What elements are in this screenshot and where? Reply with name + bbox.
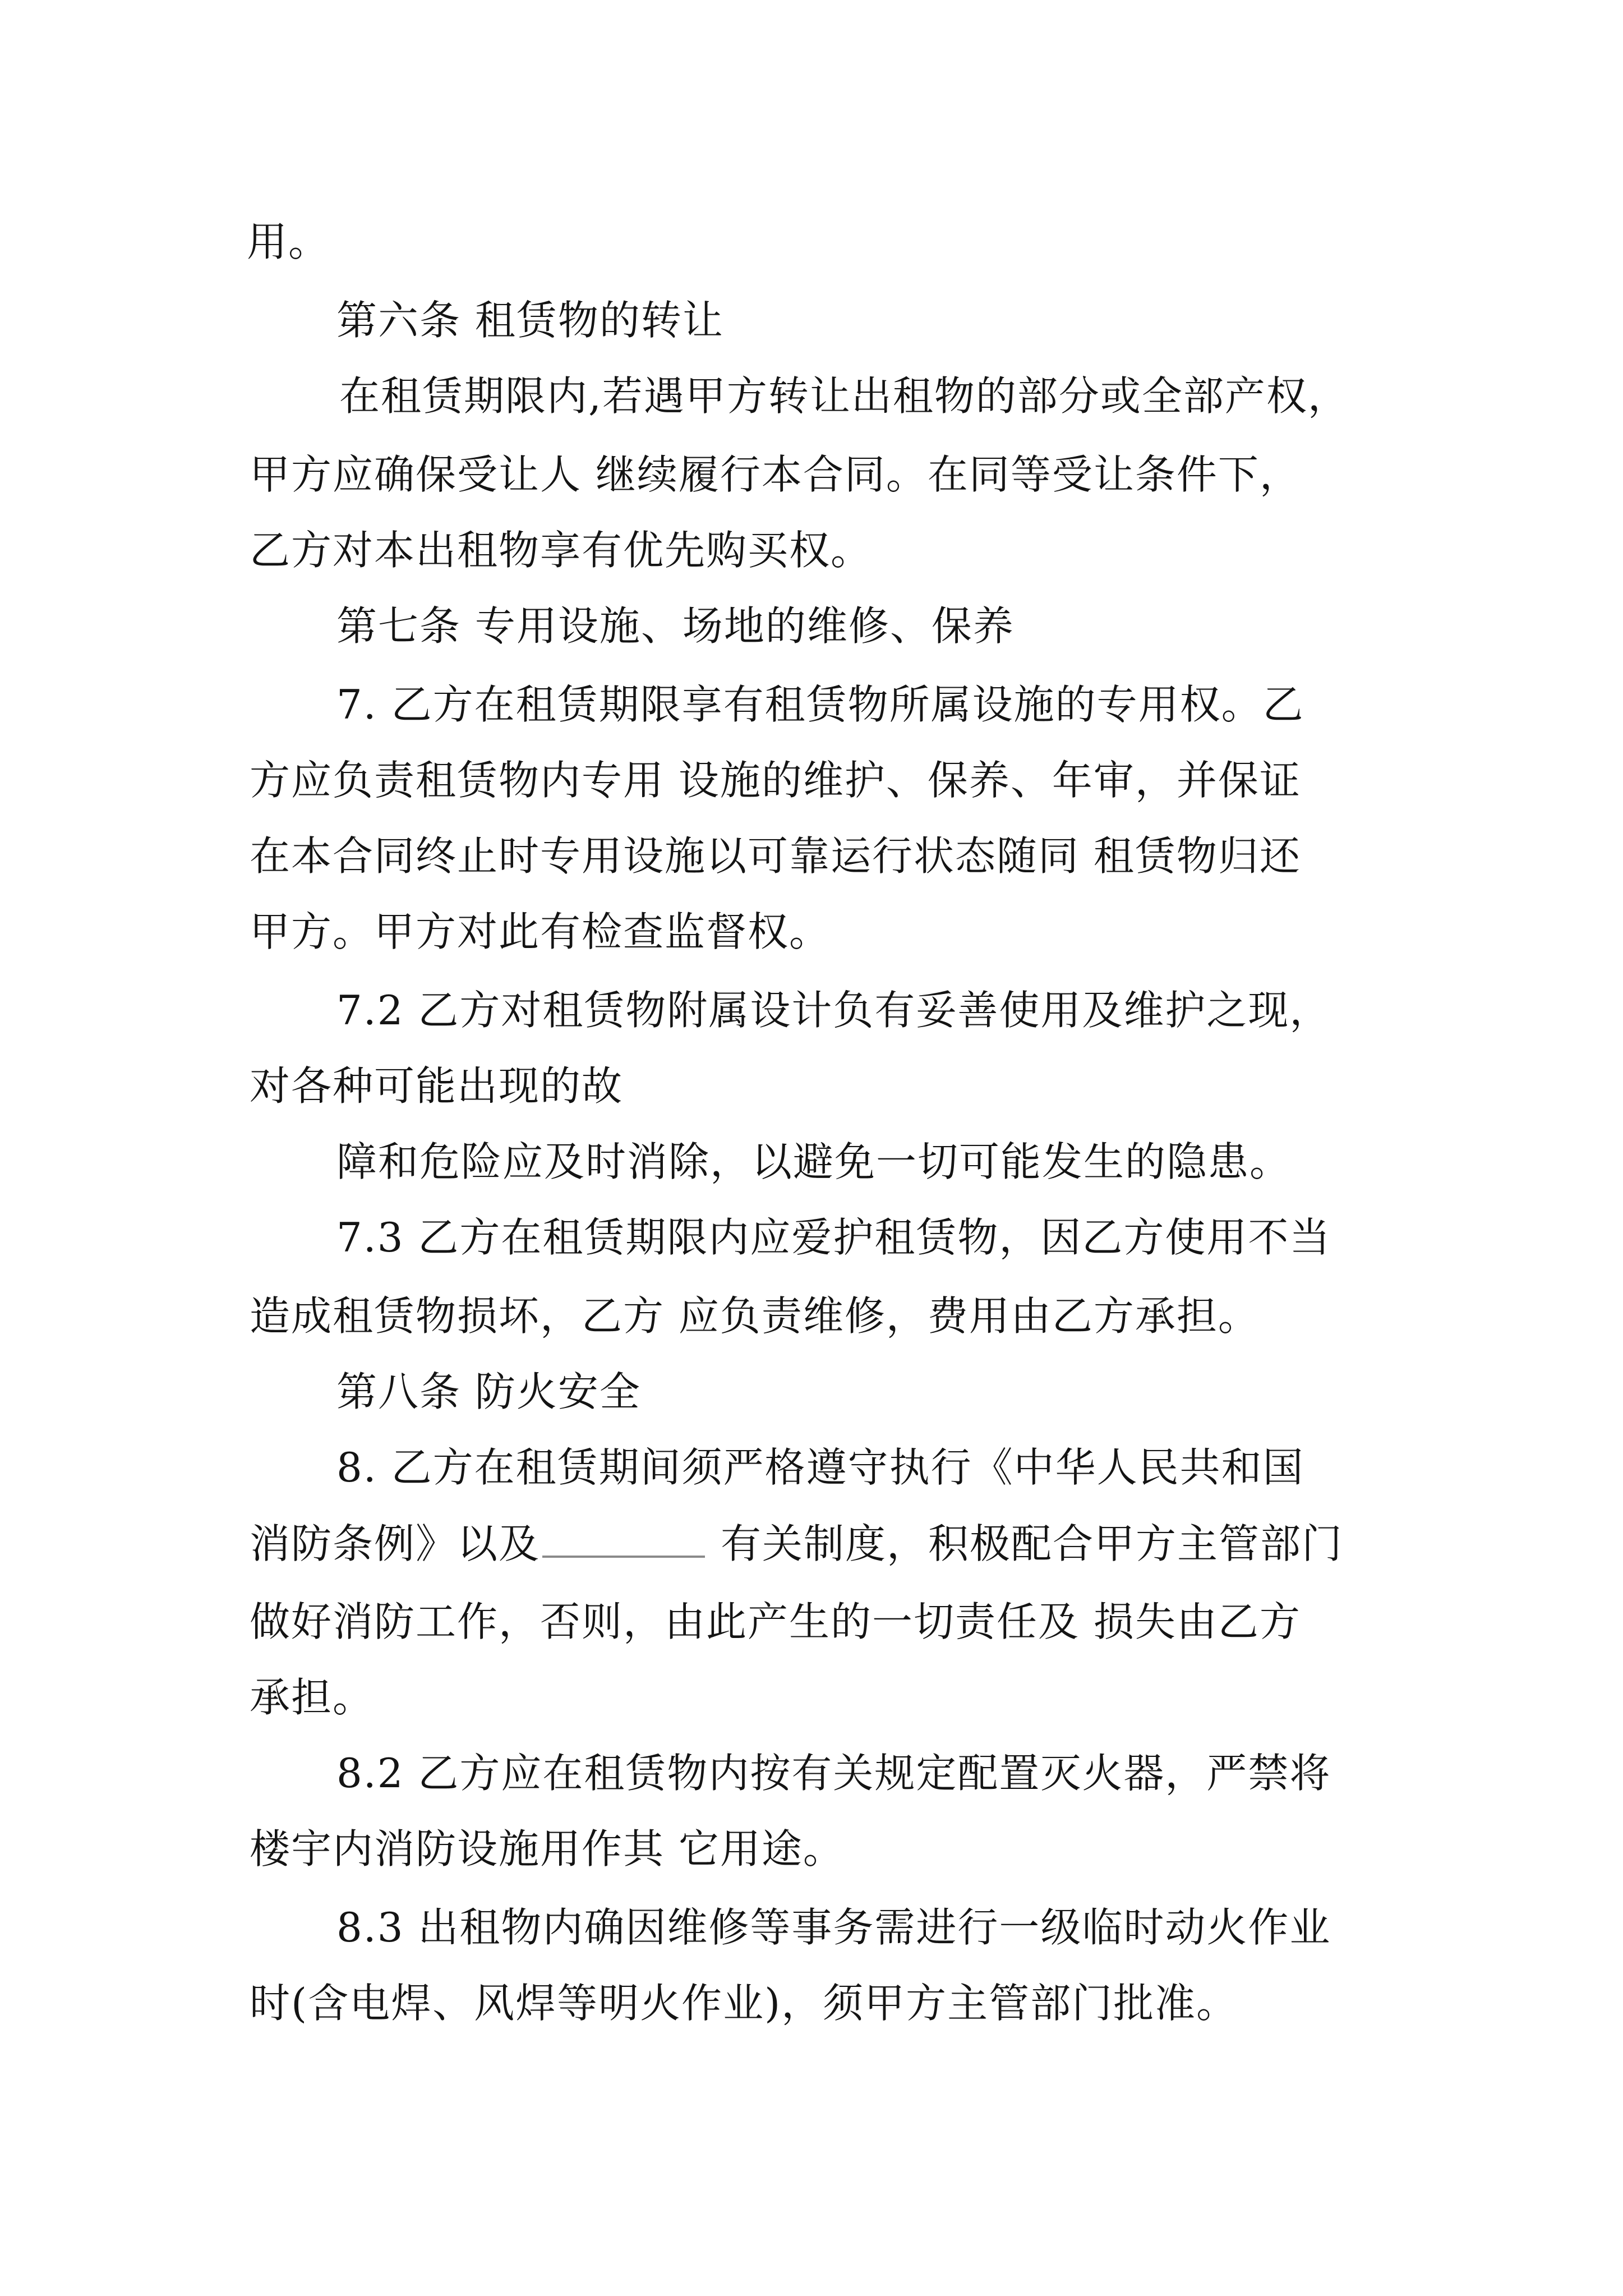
paragraph-line: 做好消防工作，否则，由此产生的一切责任及 损失由乙方 — [250, 1598, 1301, 1645]
paragraph-line: 甲方。甲方对此有检查监督权。 — [250, 908, 831, 955]
paragraph-line: 楼宇内消防设施用作其 它用途。 — [250, 1825, 845, 1872]
paragraph-line: 造成租赁物损坏，乙方 应负责维修，费用由乙方承担。 — [250, 1292, 1260, 1340]
paragraph-line: 时(含电焊、风焊等明火作业)，须甲方主管部门批准。 — [250, 1980, 1238, 2027]
paragraph-line-with-blank — [250, 1520, 1344, 1567]
fill-in-blank — [542, 1523, 705, 1558]
paragraph-line: 乙方对本出租物享有优先购买权。 — [250, 527, 873, 574]
paragraph-line: 7.3 乙方在租赁期限内应爱护租赁物，因乙方使用不当 — [336, 1214, 1331, 1261]
article-heading: 第六条 租赁物的转让 — [336, 297, 724, 344]
paragraph-line: 对各种可能出现的故 — [250, 1062, 624, 1110]
paragraph-line: 7.2 乙方对租赁物附属设计负有妥善使用及维护之现， — [336, 987, 1331, 1034]
paragraph-line: 方应负责租赁物内专用 设施的维护、保养、年审，并保证 — [250, 757, 1301, 804]
paragraph-line: 在租赁期限内,若遇甲方转让出租物的部分或全部产权， — [339, 372, 1349, 420]
article-heading: 第七条 专用设施、场地的维修、保养 — [336, 602, 1015, 650]
paragraph-line: 8.2 乙方应在租赁物内按有关规定配置灭火器，严禁将 — [336, 1750, 1331, 1797]
paragraph-line: 8.3 出租物内确因维修等事务需进行一级临时动火作业 — [336, 1904, 1331, 1951]
paragraph-line: 甲方应确保受让人 继续履行本合同。在同等受让条件下， — [250, 451, 1301, 498]
paragraph-line: 7. 乙方在租赁期限享有租赁物所属设施的专用权。乙 — [336, 681, 1304, 728]
line-text-before-blank: 消防条例》以及 — [250, 1520, 541, 1567]
article-heading: 第八条 防火安全 — [336, 1368, 641, 1415]
paragraph-line: 在本合同终止时专用设施以可靠运行状态随同 租赁物归还 — [250, 832, 1301, 880]
paragraph-line: 障和危险应及时消除，以避免一切可能发生的隐患。 — [336, 1138, 1292, 1185]
line-text-after-blank: 有关制度，积极配合甲方主管部门 — [721, 1520, 1344, 1567]
paragraph-line: 用。 — [247, 218, 330, 265]
paragraph-line: 承担。 — [250, 1674, 375, 1721]
paragraph-line: 8. 乙方在租赁期间须严格遵守执行《中华人民共和国 — [336, 1444, 1304, 1491]
